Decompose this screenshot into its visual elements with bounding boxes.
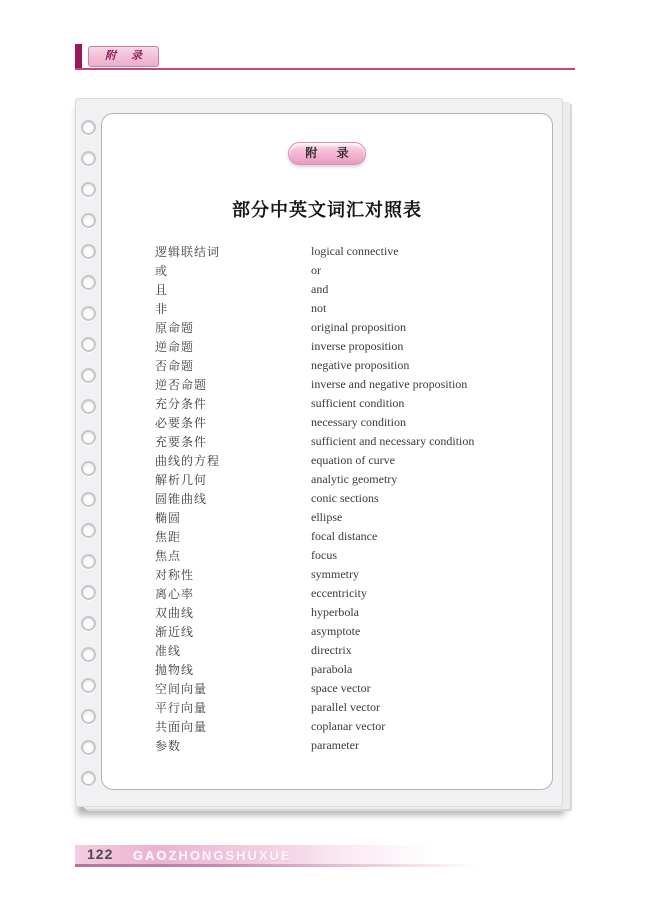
binder-hole (81, 182, 96, 197)
vocab-term-cn: 焦点 (155, 549, 182, 563)
vocab-row (155, 242, 552, 261)
vocab-row (155, 375, 552, 394)
vocab-term-en: directrix (311, 643, 352, 657)
vocab-term-en: eccentricity (311, 586, 367, 600)
vocab-term-cn: 逆否命题 (155, 378, 208, 392)
vocab-term-cn: 且 (155, 283, 169, 297)
vocab-term-en: sufficient condition (311, 396, 405, 410)
vocab-term-en: original proposition (311, 320, 406, 334)
vocab-term-en: sufficient and necessary condition (311, 434, 475, 448)
vocab-term-cn: 逆命题 (155, 340, 195, 354)
vocab-term-en: parabola (311, 662, 353, 676)
vocab-row (155, 679, 552, 698)
vocab-term-cn: 非 (155, 302, 169, 316)
vocab-term-en: analytic geometry (311, 472, 398, 486)
footer-watermark: GAOZHONGSHUXUE (133, 848, 292, 863)
binder-hole (81, 740, 96, 755)
vocab-row (155, 660, 552, 679)
header-appendix-tab (88, 46, 159, 67)
vocab-term-en: symmetry (311, 567, 359, 581)
vocab-row (155, 584, 552, 603)
binder-hole (81, 213, 96, 228)
vocab-term-cn: 准线 (155, 644, 182, 658)
vocab-row (155, 299, 552, 318)
vocab-row (155, 565, 552, 584)
vocab-row (155, 337, 552, 356)
binder-hole (81, 120, 96, 135)
vocab-row (155, 451, 552, 470)
binder-hole (81, 585, 96, 600)
vocab-term-cn: 椭圆 (155, 511, 182, 525)
vocab-term-en: necessary condition (311, 415, 406, 429)
vocab-row (155, 527, 552, 546)
vocab-term-en: coplanar vector (311, 719, 386, 733)
binder-hole (81, 647, 96, 662)
binder-hole (81, 523, 96, 538)
binder-sheet (75, 98, 563, 807)
vocab-term-cn: 平行向量 (155, 701, 208, 715)
vocab-term-en: focus (311, 548, 337, 562)
vocab-row (155, 432, 552, 451)
vocab-term-en: focal distance (311, 529, 378, 543)
header-rule (75, 68, 575, 70)
vocab-row (155, 413, 552, 432)
vocab-row (155, 641, 552, 660)
binder-hole (81, 771, 96, 786)
binder-hole (81, 678, 96, 693)
appendix-badge (288, 142, 366, 165)
binder-hole (81, 151, 96, 166)
vocab-term-cn: 充要条件 (155, 435, 208, 449)
vocab-term-en: parallel vector (311, 700, 380, 714)
inner-page (101, 113, 553, 790)
page-number: 122 (87, 846, 114, 862)
vocab-term-cn: 曲线的方程 (155, 454, 221, 468)
vocab-term-en: inverse and negative proposition (311, 377, 468, 391)
vocab-term-en: and (311, 282, 329, 296)
vocab-term-cn: 共面向量 (155, 720, 208, 734)
footer-bar (75, 845, 573, 864)
vocab-row (155, 394, 552, 413)
vocab-term-cn: 解析几何 (155, 473, 208, 487)
vocab-term-en: inverse proposition (311, 339, 404, 353)
vocab-term-cn: 否命题 (155, 359, 195, 373)
vocab-row (155, 280, 552, 299)
vocab-row (155, 603, 552, 622)
binder-holes (76, 99, 102, 806)
vocab-row (155, 356, 552, 375)
binder-hole (81, 306, 96, 321)
header-appendix-label: 附 录 (105, 50, 149, 62)
binder-hole (81, 368, 96, 383)
vocab-row (155, 489, 552, 508)
vocab-term-en: hyperbola (311, 605, 359, 619)
vocab-term-cn: 渐近线 (155, 625, 195, 639)
binder-hole (81, 461, 96, 476)
vocab-term-en: or (311, 263, 321, 277)
binder-hole (81, 616, 96, 631)
vocab-term-en: negative proposition (311, 358, 410, 372)
vocab-row (155, 717, 552, 736)
vocab-term-en: equation of curve (311, 453, 395, 467)
vocab-row (155, 261, 552, 280)
vocab-row (155, 508, 552, 527)
binder-hole (81, 244, 96, 259)
vocab-term-en: not (311, 301, 327, 315)
vocab-term-cn: 充分条件 (155, 397, 208, 411)
vocab-row (155, 736, 552, 755)
vocab-term-en: ellipse (311, 510, 343, 524)
vocab-term-en: parameter (311, 738, 359, 752)
vocab-row (155, 622, 552, 641)
binder-hole (81, 492, 96, 507)
appendix-badge-label: 附 录 (305, 146, 357, 160)
page-title: 部分中英文词汇对照表 (232, 200, 422, 220)
vocab-term-cn: 空间向量 (155, 682, 208, 696)
vocab-row (155, 470, 552, 489)
vocab-row (155, 318, 552, 337)
vocab-term-cn: 双曲线 (155, 606, 195, 620)
vocab-term-en: space vector (311, 681, 371, 695)
vocab-term-cn: 参数 (155, 739, 182, 753)
vocab-term-cn: 焦距 (155, 530, 182, 544)
vocab-term-en: conic sections (311, 491, 379, 505)
vocab-term-en: asymptote (311, 624, 361, 638)
vocab-term-cn: 逻辑联结词 (155, 245, 221, 259)
binder-hole (81, 709, 96, 724)
binder-hole (81, 430, 96, 445)
vocab-term-cn: 对称性 (155, 568, 195, 582)
vocab-term-cn: 抛物线 (155, 663, 195, 677)
vocab-term-cn: 原命题 (155, 321, 195, 335)
binder-hole (81, 275, 96, 290)
binder-hole (81, 337, 96, 352)
binder-hole (81, 399, 96, 414)
binder-hole (81, 554, 96, 569)
vocab-row (155, 698, 552, 717)
vocab-list (155, 242, 552, 755)
vocab-row (155, 546, 552, 565)
footer-underline (75, 864, 535, 867)
vocab-term-en: logical connective (311, 244, 399, 258)
vocab-term-cn: 或 (155, 264, 169, 278)
vocab-term-cn: 离心率 (155, 587, 195, 601)
header-accent-bar (75, 44, 82, 68)
vocab-term-cn: 圆锥曲线 (155, 492, 208, 506)
vocab-term-cn: 必要条件 (155, 416, 208, 430)
